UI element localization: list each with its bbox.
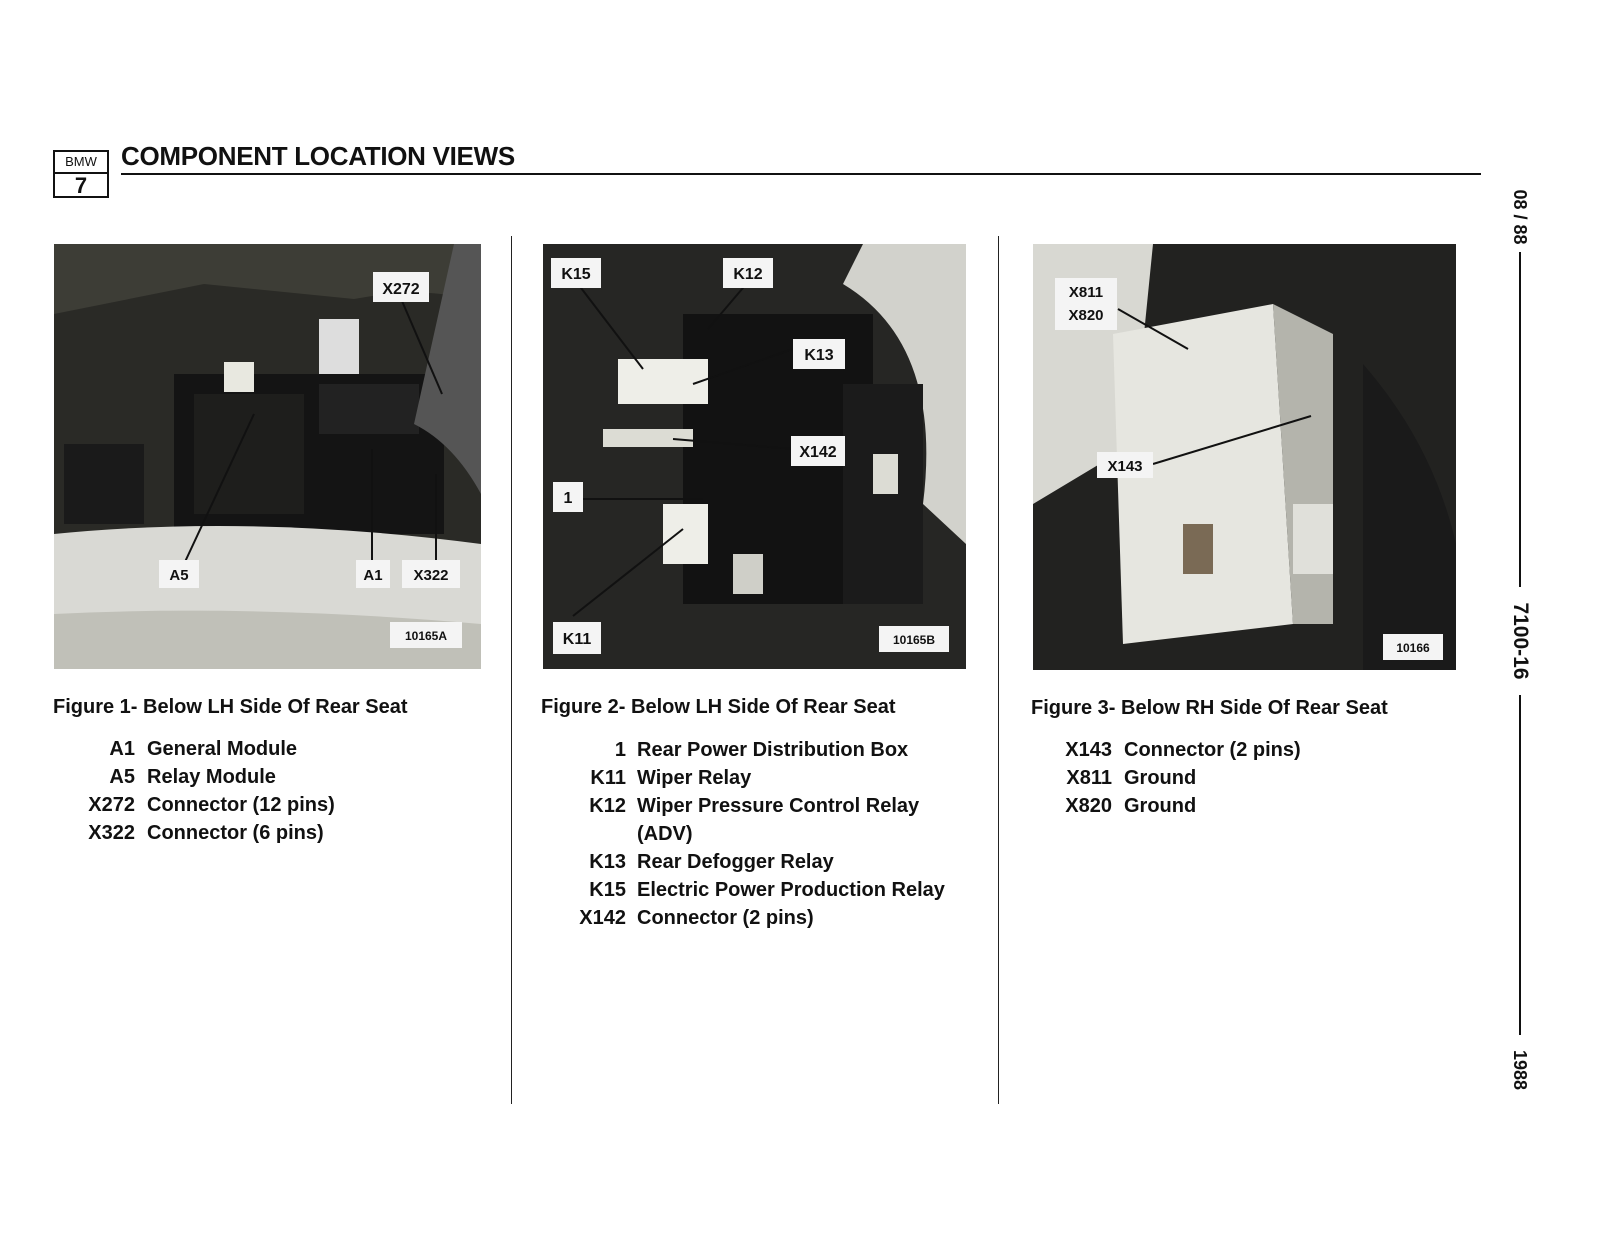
- item-code: X322: [88, 822, 135, 844]
- callout-K15: K15: [561, 266, 591, 283]
- list-item: [80, 735, 460, 763]
- bmw-7-logo: [53, 150, 109, 198]
- callout-X142: X142: [799, 444, 837, 461]
- list-item: [570, 904, 990, 932]
- list-item-continuation: [570, 820, 990, 848]
- page-title: COMPONENT LOCATION VIEWS: [121, 141, 515, 171]
- title-rule: [121, 173, 1481, 175]
- list-item: [570, 848, 990, 876]
- item-code: 1: [614, 739, 626, 761]
- logo-brand: BMW: [55, 152, 107, 174]
- item-code: X272: [88, 794, 135, 816]
- item-desc-continuation: (ADV): [637, 823, 693, 845]
- callout-K12: K12: [733, 266, 763, 283]
- photo-id-10165B: 10165B: [892, 633, 936, 647]
- callout-X811: X811: [1068, 284, 1104, 301]
- side-date: 08 / 88: [1510, 189, 1530, 245]
- list-item: [570, 764, 990, 792]
- item-desc: Electric Power Production Relay: [637, 879, 945, 901]
- figure-2-photo: [543, 244, 966, 669]
- item-code: X820: [1065, 795, 1112, 817]
- figure-3-legend: [1055, 736, 1435, 820]
- item-desc: Ground: [1124, 795, 1197, 817]
- side-rule-1: [1519, 252, 1521, 587]
- figure-2-caption: Figure 2- Below LH Side Of Rear Seat: [541, 696, 896, 718]
- figure-1-caption: Figure 1- Below LH Side Of Rear Seat: [53, 696, 408, 718]
- callout-A5: A5: [169, 567, 189, 584]
- item-desc: Ground: [1124, 767, 1197, 789]
- list-item: [80, 791, 460, 819]
- list-item: [1055, 792, 1435, 820]
- item-desc: Wiper Relay: [637, 767, 752, 789]
- callout-K11: K11: [562, 631, 592, 648]
- item-code: K11: [590, 767, 626, 789]
- callout-X143: X143: [1107, 458, 1143, 475]
- item-desc: Wiper Pressure Control Relay: [637, 795, 920, 817]
- column-divider-1: [511, 236, 512, 1104]
- callout-K13: K13: [804, 347, 834, 364]
- list-item: [570, 876, 990, 904]
- list-item: [1055, 736, 1435, 764]
- item-desc: Connector (2 pins): [1124, 739, 1301, 761]
- item-code: K15: [589, 879, 626, 901]
- list-item: [80, 763, 460, 791]
- side-year: 1988: [1510, 1049, 1530, 1091]
- callout-X820: X820: [1068, 307, 1104, 324]
- side-page-number: 7100-16: [1509, 602, 1532, 680]
- callout-X322: X322: [413, 567, 449, 584]
- photo-id-10165A: 10165A: [404, 629, 448, 643]
- item-desc: Rear Defogger Relay: [637, 851, 834, 873]
- item-code: X143: [1065, 739, 1112, 761]
- item-desc: Rear Power Distribution Box: [637, 739, 909, 761]
- figure-1-photo: [54, 244, 481, 669]
- figure-2-legend: [570, 736, 990, 932]
- list-item: [80, 819, 460, 847]
- callout-A1: A1: [363, 567, 383, 584]
- column-divider-2: [998, 236, 999, 1104]
- item-desc: Connector (6 pins): [147, 822, 324, 844]
- list-item: [570, 792, 990, 820]
- item-code: K13: [589, 851, 626, 873]
- callout-1: 1: [563, 490, 573, 507]
- list-item: [1055, 764, 1435, 792]
- item-desc: Relay Module: [147, 766, 276, 788]
- item-code: K12: [589, 795, 626, 817]
- item-desc: Connector (12 pins): [147, 794, 335, 816]
- figure-1-legend: [80, 735, 460, 847]
- item-code: X142: [579, 907, 626, 929]
- callout-X272: X272: [382, 281, 420, 298]
- item-code: X811: [1066, 767, 1112, 789]
- item-code: A5: [109, 766, 135, 788]
- figure-3-caption: Figure 3- Below RH Side Of Rear Seat: [1031, 697, 1388, 719]
- item-code: A1: [109, 738, 135, 760]
- list-item: [570, 736, 990, 764]
- item-desc: General Module: [147, 738, 298, 760]
- side-rule-2: [1519, 695, 1521, 1035]
- figure-3-photo: [1033, 244, 1456, 670]
- photo-id-10166: 10166: [1396, 641, 1430, 655]
- logo-series: 7: [74, 173, 88, 198]
- item-desc: Connector (2 pins): [637, 907, 814, 929]
